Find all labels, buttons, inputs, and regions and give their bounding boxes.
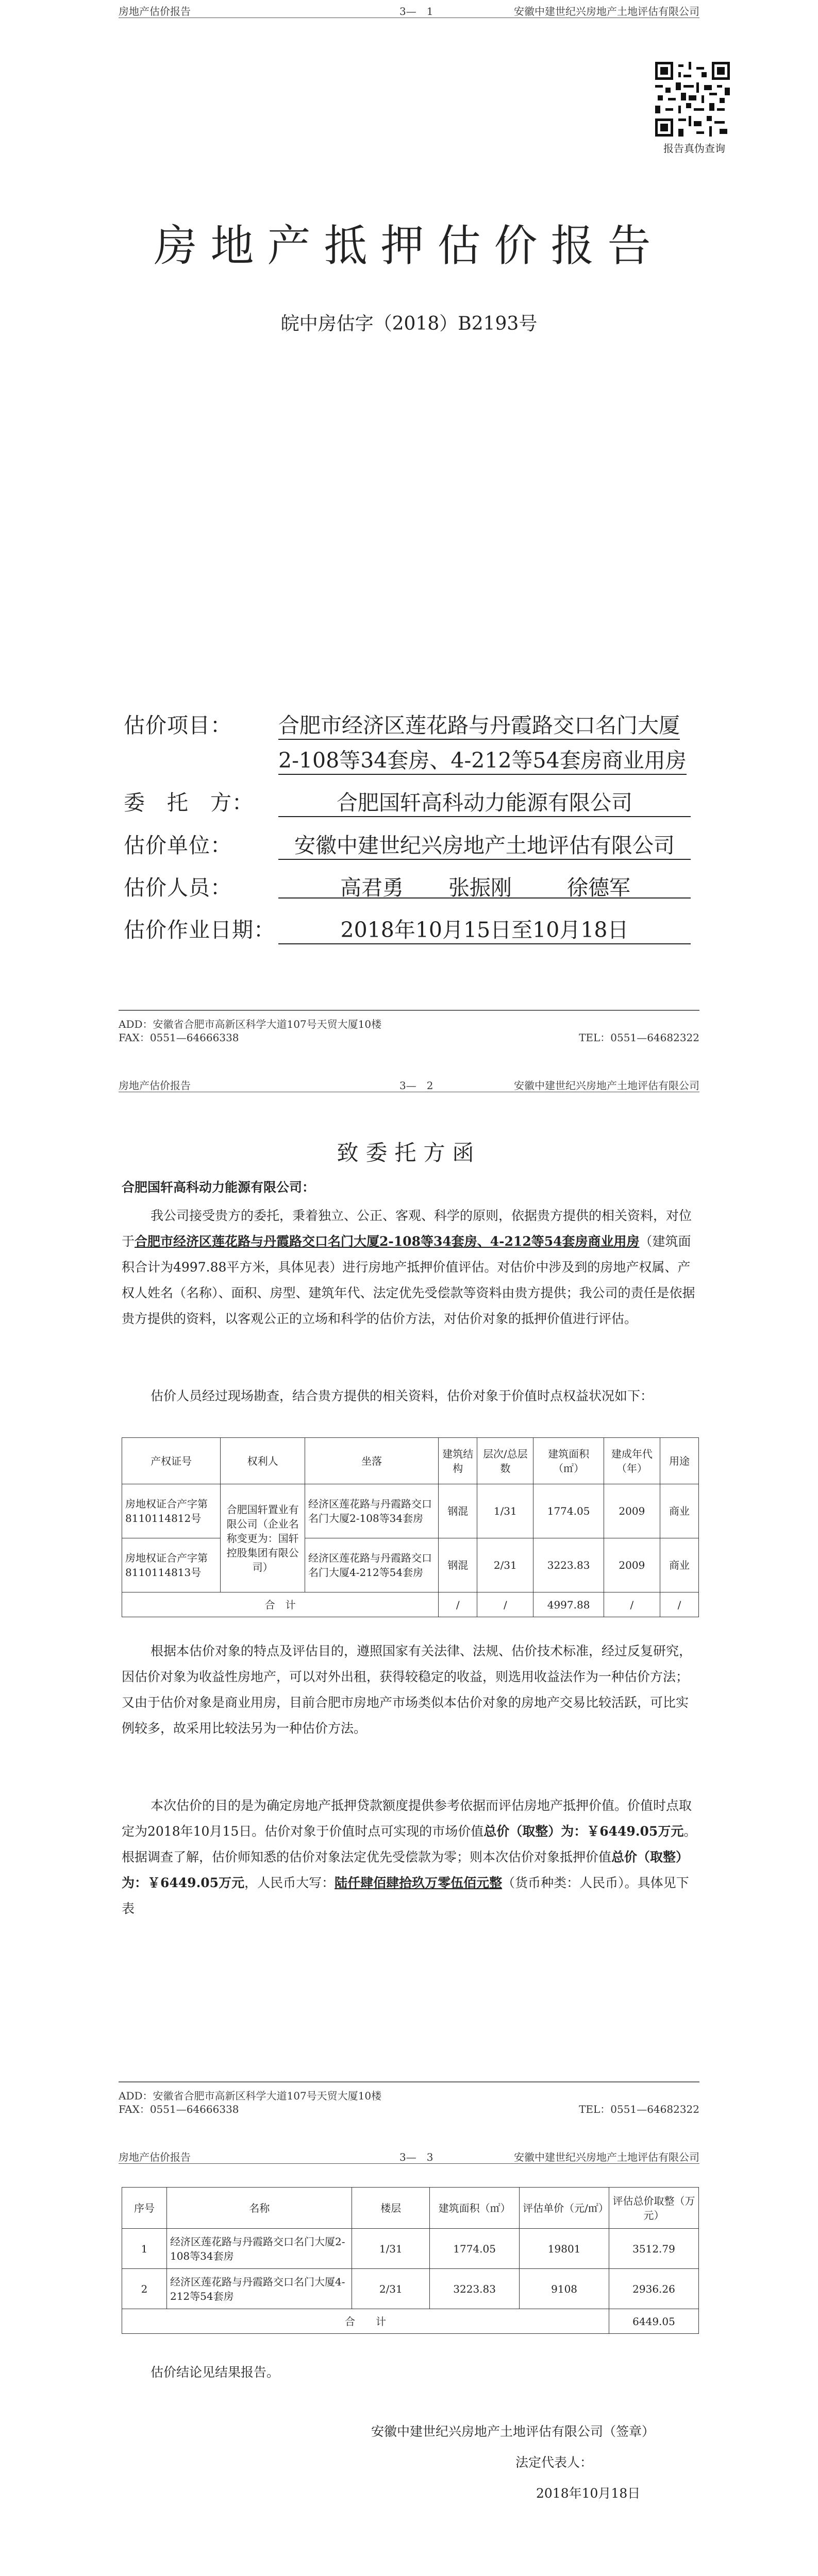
- org-value: 安徽中建世纪兴房地产土地评估有限公司: [278, 828, 691, 860]
- letter-addressee: 合肥国轩高科动力能源有限公司：: [122, 1180, 315, 1195]
- signature-company: 安徽中建世纪兴房地产土地评估有限公司（签章）: [371, 2424, 655, 2439]
- appraiser-2: 张振刚: [448, 875, 512, 900]
- table-header-row: 产权证号 权利人 坐落 建筑结构 层次/总层数 建筑面积（㎡） 建成年代（年） 用途: [122, 1438, 699, 1484]
- footer-tel: TEL：0551—64682322: [579, 1031, 699, 1044]
- client-label: 委 托 方：: [124, 790, 254, 815]
- table-row: 房地权证合产字第8110114812号 合肥国轩置业有限公司（企业名称变更为：国轩控股集团有限公司） 经济区莲花路与丹霞路交口名门大厦2-108等34套房 钢混 1/31 1774.05 2009 商业: [122, 1484, 699, 1538]
- header-company: 安徽中建世纪兴房地产土地评估有限公司: [514, 5, 699, 18]
- property-rights-table: [122, 1437, 699, 1617]
- table-row: 2 经济区莲花路与丹霞路交口名门大厦4-212等54套房 2/31 3223.83 9108 2936.26: [122, 2269, 699, 2309]
- footer-address: ADD：安徽省合肥市高新区科学大道107号天贸大厦10楼: [119, 1018, 382, 1030]
- page-header: [119, 2146, 699, 2164]
- table-row: 1 经济区莲花路与丹霞路交口名门大厦2-108等34套房 1/31 1774.05 19801 3512.79: [122, 2229, 699, 2269]
- date-value: 2018年10月15日至10月18日: [278, 913, 691, 944]
- valuation-table: [122, 2187, 699, 2334]
- appraiser-label: 估价人员：: [124, 875, 232, 900]
- header-page-number: 3— 2: [399, 1079, 433, 1092]
- table-row: 房地权证合产字第8110114813号 经济区莲花路与丹霞路交口名门大厦4-212等54套房 钢混 2/31 3223.83 2009 商业: [122, 1538, 699, 1592]
- qr-caption: 报告真伪查询: [663, 142, 725, 155]
- footer-fax: FAX：0551—64666338: [119, 2103, 239, 2115]
- qr-code-icon[interactable]: [655, 62, 730, 137]
- document-number: 皖中房估字（2018）B2193号: [280, 313, 538, 334]
- letter-title: 致委托方函: [337, 1140, 481, 1165]
- footer-tel: TEL：0551—64682322: [579, 2103, 699, 2115]
- header-company: 安徽中建世纪兴房地产土地评估有限公司: [514, 1079, 699, 1092]
- appraiser-3: 徐德军: [567, 875, 630, 900]
- signature-date: 2018年10月18日: [536, 2486, 641, 2501]
- org-label: 估价单位：: [124, 833, 232, 858]
- project-value-line1: 合肥市经济区莲花路与丹霞路交口名门大厦: [278, 708, 680, 740]
- conclusion-text: 估价结论见结果报告。: [151, 2365, 280, 2380]
- date-label: 估价作业日期：: [124, 918, 275, 942]
- letter-paragraph-1: 我公司接受贵方的委托，秉着独立、公正、客观、科学的原则，依据贵方提供的相关资料，对位于合肥市经济区莲花路与丹霞路交口名门大厦2-108等34套房、4-212等54套房商业用房（建筑面积合计为4997.88平方米，具体见表）进行房地产抵押价值评估。对估价中涉及到的房地产权属、产权人姓名（名称）、面积、房型、建筑年代、法定优先受偿款等资料由贵方提供；我公司的责任是依据贵方提供的资料，以客观公正的立场和科学的估价方法，对估价对象的抵押价值进行评估。: [122, 1208, 695, 1326]
- project-label: 估价项目：: [124, 713, 232, 738]
- header-left: 房地产估价报告: [119, 2151, 191, 2163]
- page-footer: [119, 1010, 699, 1042]
- header-left: 房地产估价报告: [119, 5, 191, 18]
- client-value: 合肥国轩高科动力能源有限公司: [278, 786, 691, 817]
- appraiser-1: 高君勇: [340, 875, 404, 900]
- table-total-row: 合 计 6449.05: [122, 2309, 699, 2334]
- table-header-row: 序号 名称 楼层 建筑面积（㎡） 评估单价（元/㎡） 评估总价取整（万元）: [122, 2188, 699, 2229]
- footer-fax: FAX：0551—64666338: [119, 1031, 239, 1044]
- page-header: [119, 0, 699, 18]
- project-value-line2: 2-108等34套房、4-212等54套房商业用房: [278, 743, 687, 775]
- appraiser-values: [278, 871, 691, 899]
- letter-paragraph-4: 本次估价的目的是为确定房地产抵押贷款额度提供参考依据而评估房地产抵押价值。价值时点取定为2018年10月15日。估价对象于价值时点可实现的市场价值总价（取整）为：￥6449.05万元。根据调查了解，估价师知悉的估价对象法定优先受偿款为零；则本次估价对象抵押价值总价（取整）为：￥6449.05万元，人民币大写：陆仟肆佰肆拾玖万零伍佰元整（货币种类：人民币）。具体见下表: [122, 1798, 697, 1916]
- header-left: 房地产估价报告: [119, 1079, 191, 1092]
- letter-paragraph-3: 根据本估价对象的特点及评估目的，遵照国家有关法律、法规、估价技术标准，经过反复研究，因估价对象为收益性房地产，可以对外出租，获得较稳定的收益，则选用收益法作为一种估价方法；又由于估价对象是商业用房，目前合肥市房地产市场类似本估价对象的房地产交易比较活跃，可比实例较多，故采用比较法另为一种估价方法。: [122, 1643, 692, 1736]
- header-page-number: 3— 1: [399, 5, 433, 18]
- header-company: 安徽中建世纪兴房地产土地评估有限公司: [514, 2151, 699, 2163]
- page-header: [119, 1074, 699, 1092]
- page-footer: [119, 2081, 699, 2113]
- footer-address: ADD：安徽省合肥市高新区科学大道107号天贸大厦10楼: [119, 2090, 382, 2102]
- table-total-row: 合 计 / / 4997.88 / /: [122, 1592, 699, 1617]
- letter-paragraph-2: 估价人员经过现场勘查，结合贵方提供的相关资料，估价对象于价值时点权益状况如下：: [151, 1388, 654, 1403]
- signature-representative: 法定代表人：: [515, 2455, 593, 2470]
- report-title: 房地产抵押估价报告: [154, 221, 664, 271]
- header-page-number: 3— 3: [399, 2151, 433, 2163]
